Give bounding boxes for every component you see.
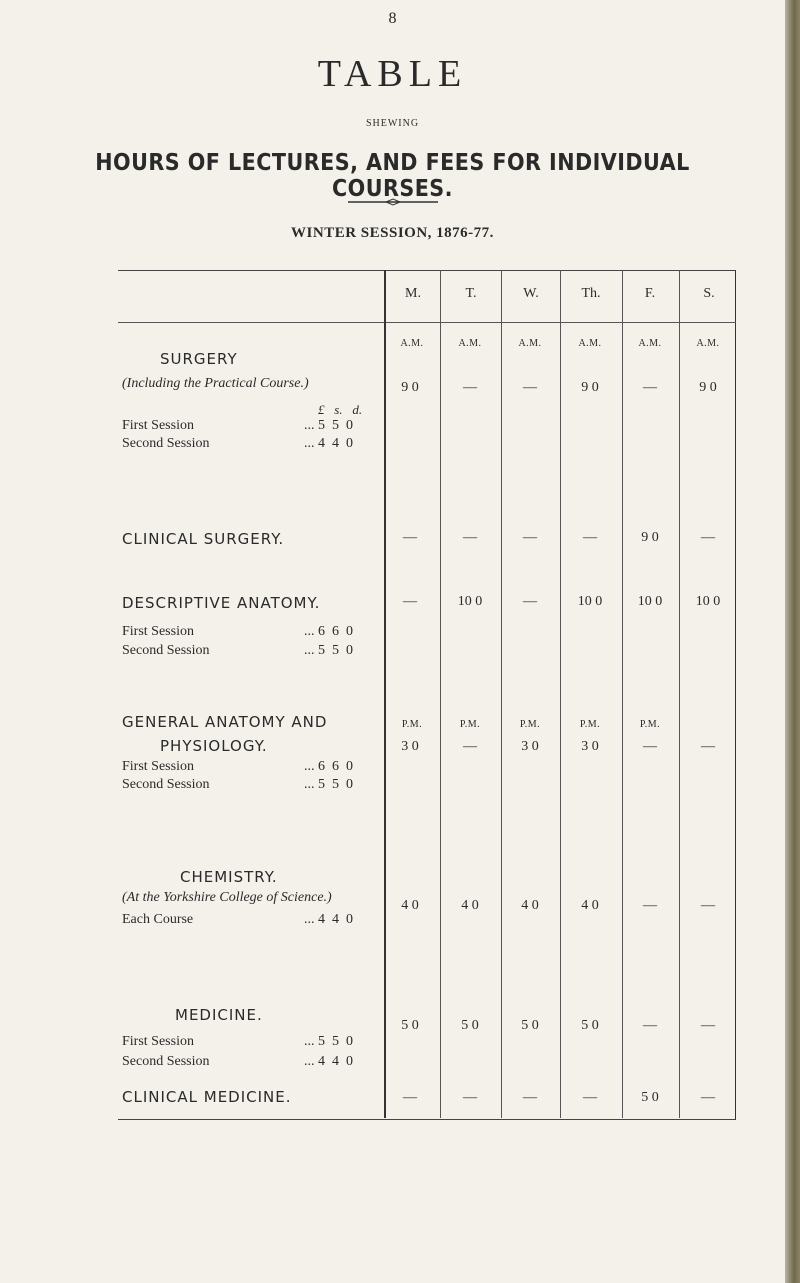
hour-cell: 4 0: [581, 898, 599, 913]
course-note: (At the Yorkshire College of Science.): [122, 890, 332, 905]
hour-cell: 3 0: [401, 739, 419, 754]
am-marker: A.M.: [578, 338, 602, 349]
page-title: TABLE: [317, 53, 468, 95]
pm-marker: P.M.: [579, 719, 601, 730]
fee-row: Second Session ... 4 4 0: [122, 1054, 353, 1069]
course-name: DESCRIPTIVE ANATOMY.: [122, 594, 321, 612]
fee-row: First Session ... 6 6 0: [122, 624, 353, 639]
pm-marker: P.M.: [401, 719, 423, 730]
hour-cell: 9 0: [699, 380, 717, 395]
hour-cell: 3 0: [521, 739, 539, 754]
course-name: SURGERY: [160, 350, 238, 368]
header-divider: [118, 322, 736, 323]
hour-cell: —: [643, 739, 657, 754]
page-edge: [785, 0, 800, 1283]
pm-marker: P.M.: [639, 719, 661, 730]
course-name: CHEMISTRY.: [180, 868, 278, 886]
day-header-monday: M.: [405, 286, 421, 301]
am-marker: A.M.: [696, 338, 720, 349]
hour-cell: 3 0: [581, 739, 599, 754]
hour-cell: 10 0: [577, 594, 603, 609]
am-marker: A.M.: [400, 338, 424, 349]
hour-cell: —: [701, 530, 715, 545]
hour-cell: 5 0: [521, 1018, 539, 1033]
hour-cell: 10 0: [457, 594, 483, 609]
pm-marker: P.M.: [459, 719, 481, 730]
hour-cell: —: [701, 1018, 715, 1033]
fee-row: First Session ... 5 5 0: [122, 1034, 353, 1049]
day-header-friday: F.: [644, 286, 656, 301]
course-name-line-2: PHYSIOLOGY.: [160, 737, 268, 755]
hour-cell: 9 0: [641, 530, 659, 545]
day-header-thursday: Th.: [581, 286, 601, 301]
fee-row: Second Session ... 5 5 0: [122, 777, 353, 792]
ornamental-rule: [0, 193, 785, 211]
fee-row: First Session ... 6 6 0: [122, 759, 353, 774]
course-name: MEDICINE.: [175, 1006, 263, 1024]
column-divider: [679, 270, 680, 1118]
page-number: 8: [388, 10, 397, 27]
hour-cell: 9 0: [581, 380, 599, 395]
hour-cell: —: [523, 530, 537, 545]
hour-cell: —: [701, 898, 715, 913]
hour-cell: 4 0: [401, 898, 419, 913]
day-header-saturday: S.: [703, 286, 715, 301]
hour-cell: —: [523, 1090, 537, 1105]
course-name: CLINICAL SURGERY.: [122, 530, 285, 548]
fee-row: Second Session ... 5 5 0: [122, 643, 353, 658]
hour-cell: —: [403, 530, 417, 545]
hour-cell: 9 0: [401, 380, 419, 395]
course-name: CLINICAL MEDICINE.: [122, 1088, 292, 1106]
column-divider: [560, 270, 561, 1118]
hour-cell: —: [583, 530, 597, 545]
day-header-tuesday: T.: [465, 286, 477, 301]
hour-cell: —: [403, 594, 417, 609]
timetable: [118, 270, 736, 1120]
hour-cell: —: [523, 380, 537, 395]
course-note: (Including the Practical Course.): [122, 376, 309, 391]
hour-cell: —: [701, 739, 715, 754]
hour-cell: —: [643, 380, 657, 395]
hour-cell: 10 0: [637, 594, 663, 609]
hour-cell: 5 0: [581, 1018, 599, 1033]
hour-cell: —: [701, 1090, 715, 1105]
hour-cell: 4 0: [461, 898, 479, 913]
column-divider: [622, 270, 623, 1118]
hour-cell: —: [463, 380, 477, 395]
hour-cell: 10 0: [695, 594, 721, 609]
currency-header: £ s. d.: [318, 402, 363, 417]
fee-row: First Session ... 5 5 0: [122, 418, 353, 433]
session-heading: WINTER SESSION, 1876-77.: [291, 225, 494, 241]
am-marker: A.M.: [458, 338, 482, 349]
hour-cell: 5 0: [401, 1018, 419, 1033]
column-divider: [384, 270, 386, 1118]
hour-cell: 5 0: [461, 1018, 479, 1033]
main-heading: HOURS OF LECTURES, AND FEES FOR INDIVIDUAL COURSES.: [95, 150, 690, 202]
hour-cell: —: [463, 530, 477, 545]
pm-marker: P.M.: [519, 719, 541, 730]
fee-row: Second Session ... 4 4 0: [122, 436, 353, 451]
column-divider: [501, 270, 502, 1118]
hour-cell: 4 0: [521, 898, 539, 913]
hour-cell: —: [463, 739, 477, 754]
hour-cell: —: [463, 1090, 477, 1105]
hour-cell: —: [403, 1090, 417, 1105]
hour-cell: —: [643, 898, 657, 913]
day-header-wednesday: W.: [523, 286, 539, 301]
column-divider: [440, 270, 441, 1118]
am-marker: A.M.: [638, 338, 662, 349]
hour-cell: —: [523, 594, 537, 609]
course-name: GENERAL ANATOMY AND: [122, 713, 328, 731]
subtitle: SHEWING: [365, 118, 420, 129]
hour-cell: —: [583, 1090, 597, 1105]
hour-cell: —: [643, 1018, 657, 1033]
am-marker: A.M.: [518, 338, 542, 349]
hour-cell: 5 0: [641, 1090, 659, 1105]
fee-row: Each Course ... 4 4 0: [122, 912, 353, 927]
